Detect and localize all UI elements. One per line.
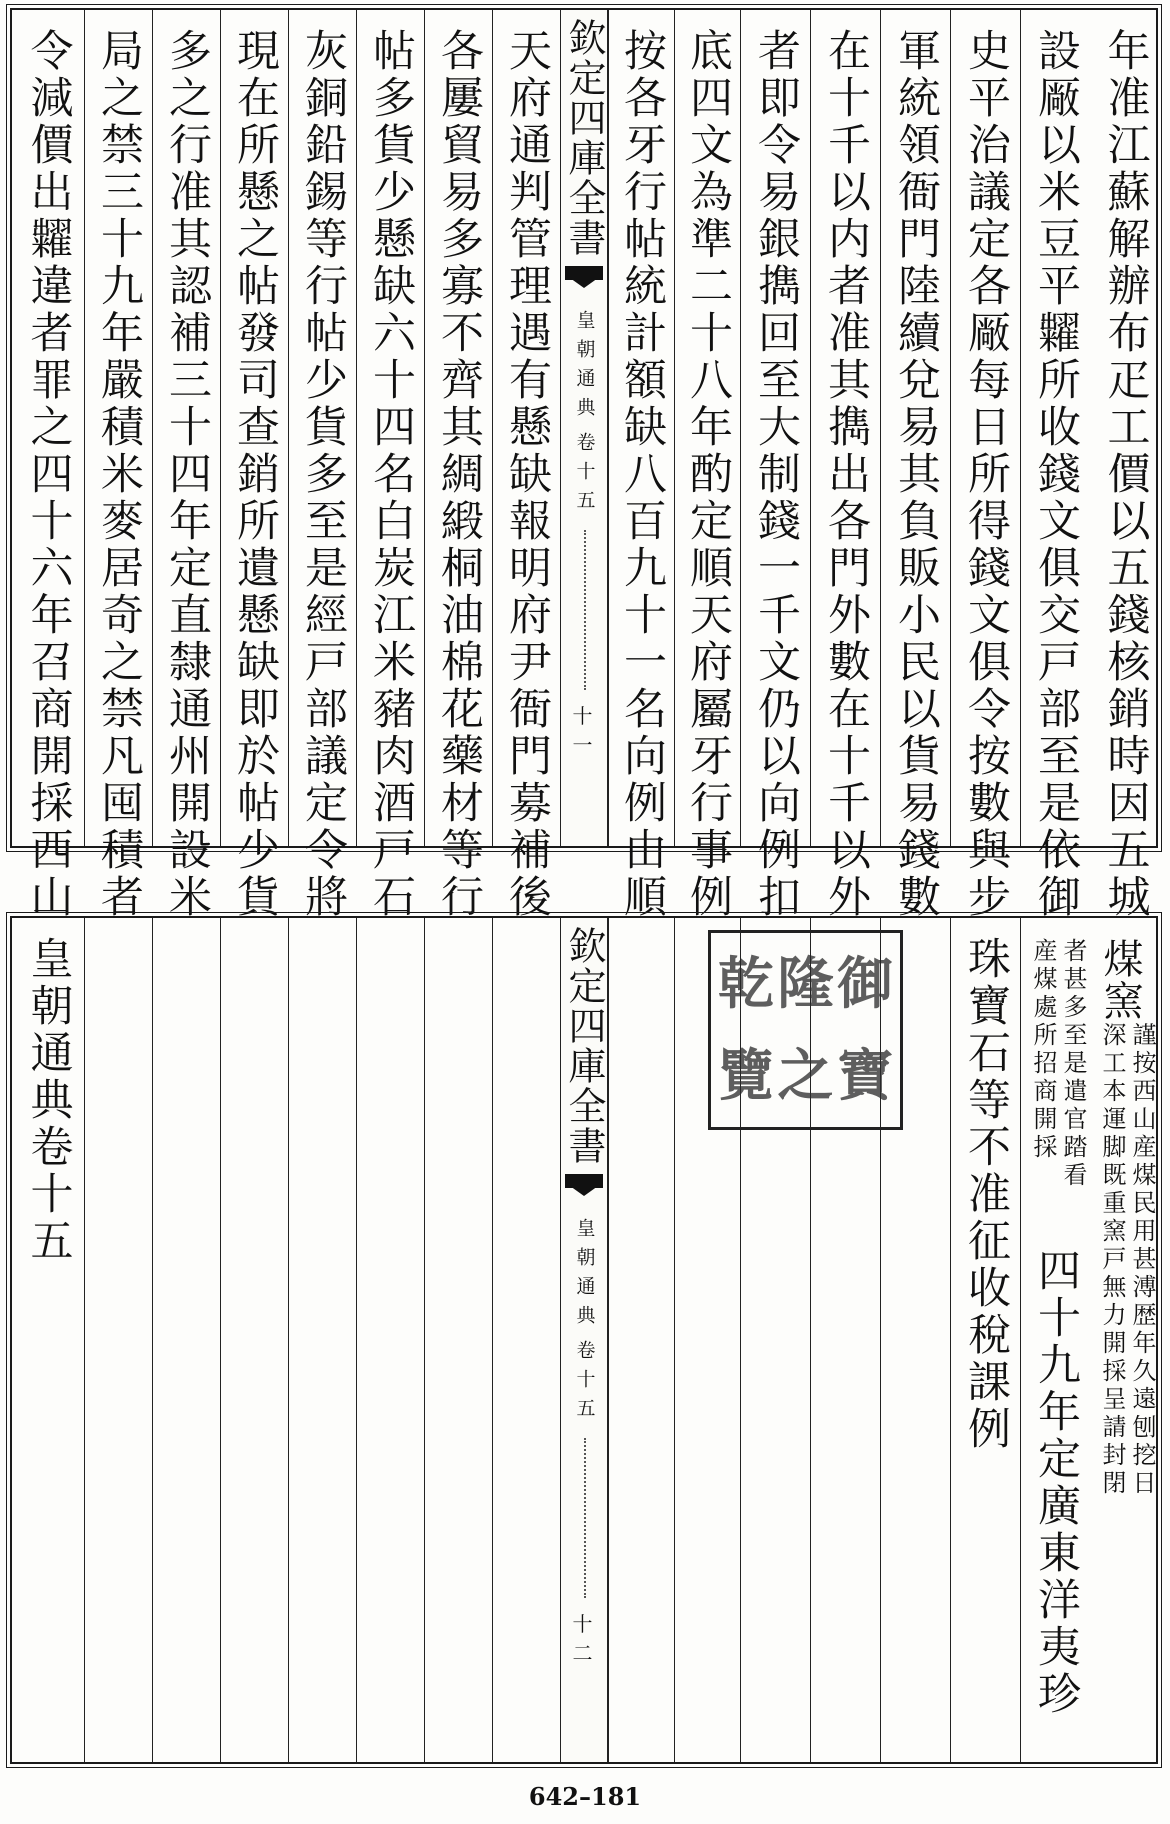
volume-end-title: 皇朝通典卷十五 bbox=[23, 936, 74, 1265]
dotted-line bbox=[584, 530, 586, 690]
fish-tail-ornament bbox=[565, 1168, 603, 1194]
text-column: 各屢貿易多寡不齊其綢緞桐油棉花藥材等行 bbox=[424, 10, 492, 846]
text-column bbox=[12, 918, 84, 1762]
annotation-right: 者甚多至是遣官踏看 bbox=[1059, 938, 1087, 1190]
text-column: 按各牙行帖統計額缺八百九十一名向例由順 bbox=[608, 10, 674, 846]
empty-column bbox=[356, 918, 424, 1762]
page-number: 十二 bbox=[572, 1612, 593, 1665]
seal-glyph: 乾 bbox=[717, 951, 774, 1017]
column-head: 煤窯 bbox=[1097, 938, 1143, 1022]
annotation-left: 産煤處所招商開採 bbox=[1029, 938, 1057, 1162]
text-column: 者即令易銀擕回至大制錢一千文仍以向例扣 bbox=[740, 10, 810, 846]
text-column: 現在所懸之帖發司查銷所遺懸缺即於帖少貨 bbox=[220, 10, 288, 846]
seal-glyph: 之 bbox=[777, 1043, 834, 1109]
seal-glyph: 御 bbox=[837, 951, 894, 1017]
main-text: 四十九年定廣東洋夷珍 bbox=[1031, 1248, 1081, 1718]
book-header: 欽定四庫全書 bbox=[562, 18, 606, 258]
center-fold bbox=[560, 918, 608, 1762]
text-column: 天府通判管理遇有懸缺報明府尹衙門募補後 bbox=[492, 10, 560, 846]
text-column: 局之禁三十九年嚴積米麥居奇之禁凡囤積者 bbox=[84, 10, 152, 846]
dotted-line bbox=[584, 1438, 586, 1598]
annotation-right: 謹按西山産煤民用甚溥歴年久遠刨挖日 bbox=[1128, 1022, 1156, 1498]
seal-glyph: 寶 bbox=[837, 1043, 894, 1109]
text-column: 年准江蘇解辦布疋工價以五錢核銷時因五城 bbox=[1100, 28, 1151, 921]
top-page bbox=[10, 8, 1158, 921]
text-column bbox=[1090, 918, 1160, 1762]
text-column: 軍統領衙門陸續兌易其負販小民以貨易錢數 bbox=[880, 10, 950, 846]
text-column: 在十千以内者准其擕出各門外數在十千以外 bbox=[810, 10, 880, 846]
seal-glyph: 隆 bbox=[777, 951, 834, 1017]
text-column bbox=[950, 918, 1020, 1762]
empty-column bbox=[492, 918, 560, 1762]
book-header: 欽定四庫全書 bbox=[562, 926, 606, 1166]
empty-column bbox=[220, 918, 288, 1762]
bottom-page bbox=[10, 916, 1158, 1764]
fold-book-title: 皇朝通典 bbox=[573, 1218, 596, 1334]
text-column: 灰銅鉛錫等行帖少貨多至是經戸部議定令將 bbox=[288, 10, 356, 846]
text-column: 史平治議定各厰每日所得錢文俱令按數與步 bbox=[950, 10, 1020, 846]
fold-subtitle bbox=[575, 1218, 594, 1427]
text-column bbox=[1020, 918, 1090, 1762]
page-number: 十一 bbox=[572, 704, 593, 757]
text-column: 多之行准其認補三十四年定直隸通州開設米 bbox=[152, 10, 220, 846]
empty-column bbox=[424, 918, 492, 1762]
imperial-seal bbox=[708, 930, 903, 1130]
fold-volume: 卷十五 bbox=[573, 1340, 596, 1427]
empty-column bbox=[288, 918, 356, 1762]
fold-volume: 卷十五 bbox=[573, 432, 596, 519]
page-footer-number: 642–181 bbox=[528, 1782, 642, 1811]
seal-glyph: 覽 bbox=[717, 1043, 774, 1109]
fish-tail-ornament bbox=[565, 260, 603, 286]
empty-column bbox=[84, 918, 152, 1762]
text-column: 令減價出糶違者罪之四十六年召商開採西山 bbox=[23, 28, 74, 921]
text-column: 設厰以米豆平糶所收錢文俱交戸部至是依御 bbox=[1020, 10, 1090, 846]
fold-book-title: 皇朝通典 bbox=[573, 310, 596, 426]
main-text: 珠寶石等不准征收稅課例 bbox=[961, 936, 1011, 1453]
fold-subtitle bbox=[575, 310, 594, 519]
empty-column bbox=[152, 918, 220, 1762]
text-column: 底四文為準二十八年酌定順天府屬牙行事例 bbox=[674, 10, 740, 846]
center-fold bbox=[560, 10, 608, 846]
text-column: 帖多貨少懸缺六十四名白炭江米豬肉酒戸石 bbox=[356, 10, 424, 846]
empty-column bbox=[608, 918, 674, 1762]
annotation-left: 深工本運脚既重窯戸無力開採呈請封閉 bbox=[1098, 1022, 1126, 1498]
